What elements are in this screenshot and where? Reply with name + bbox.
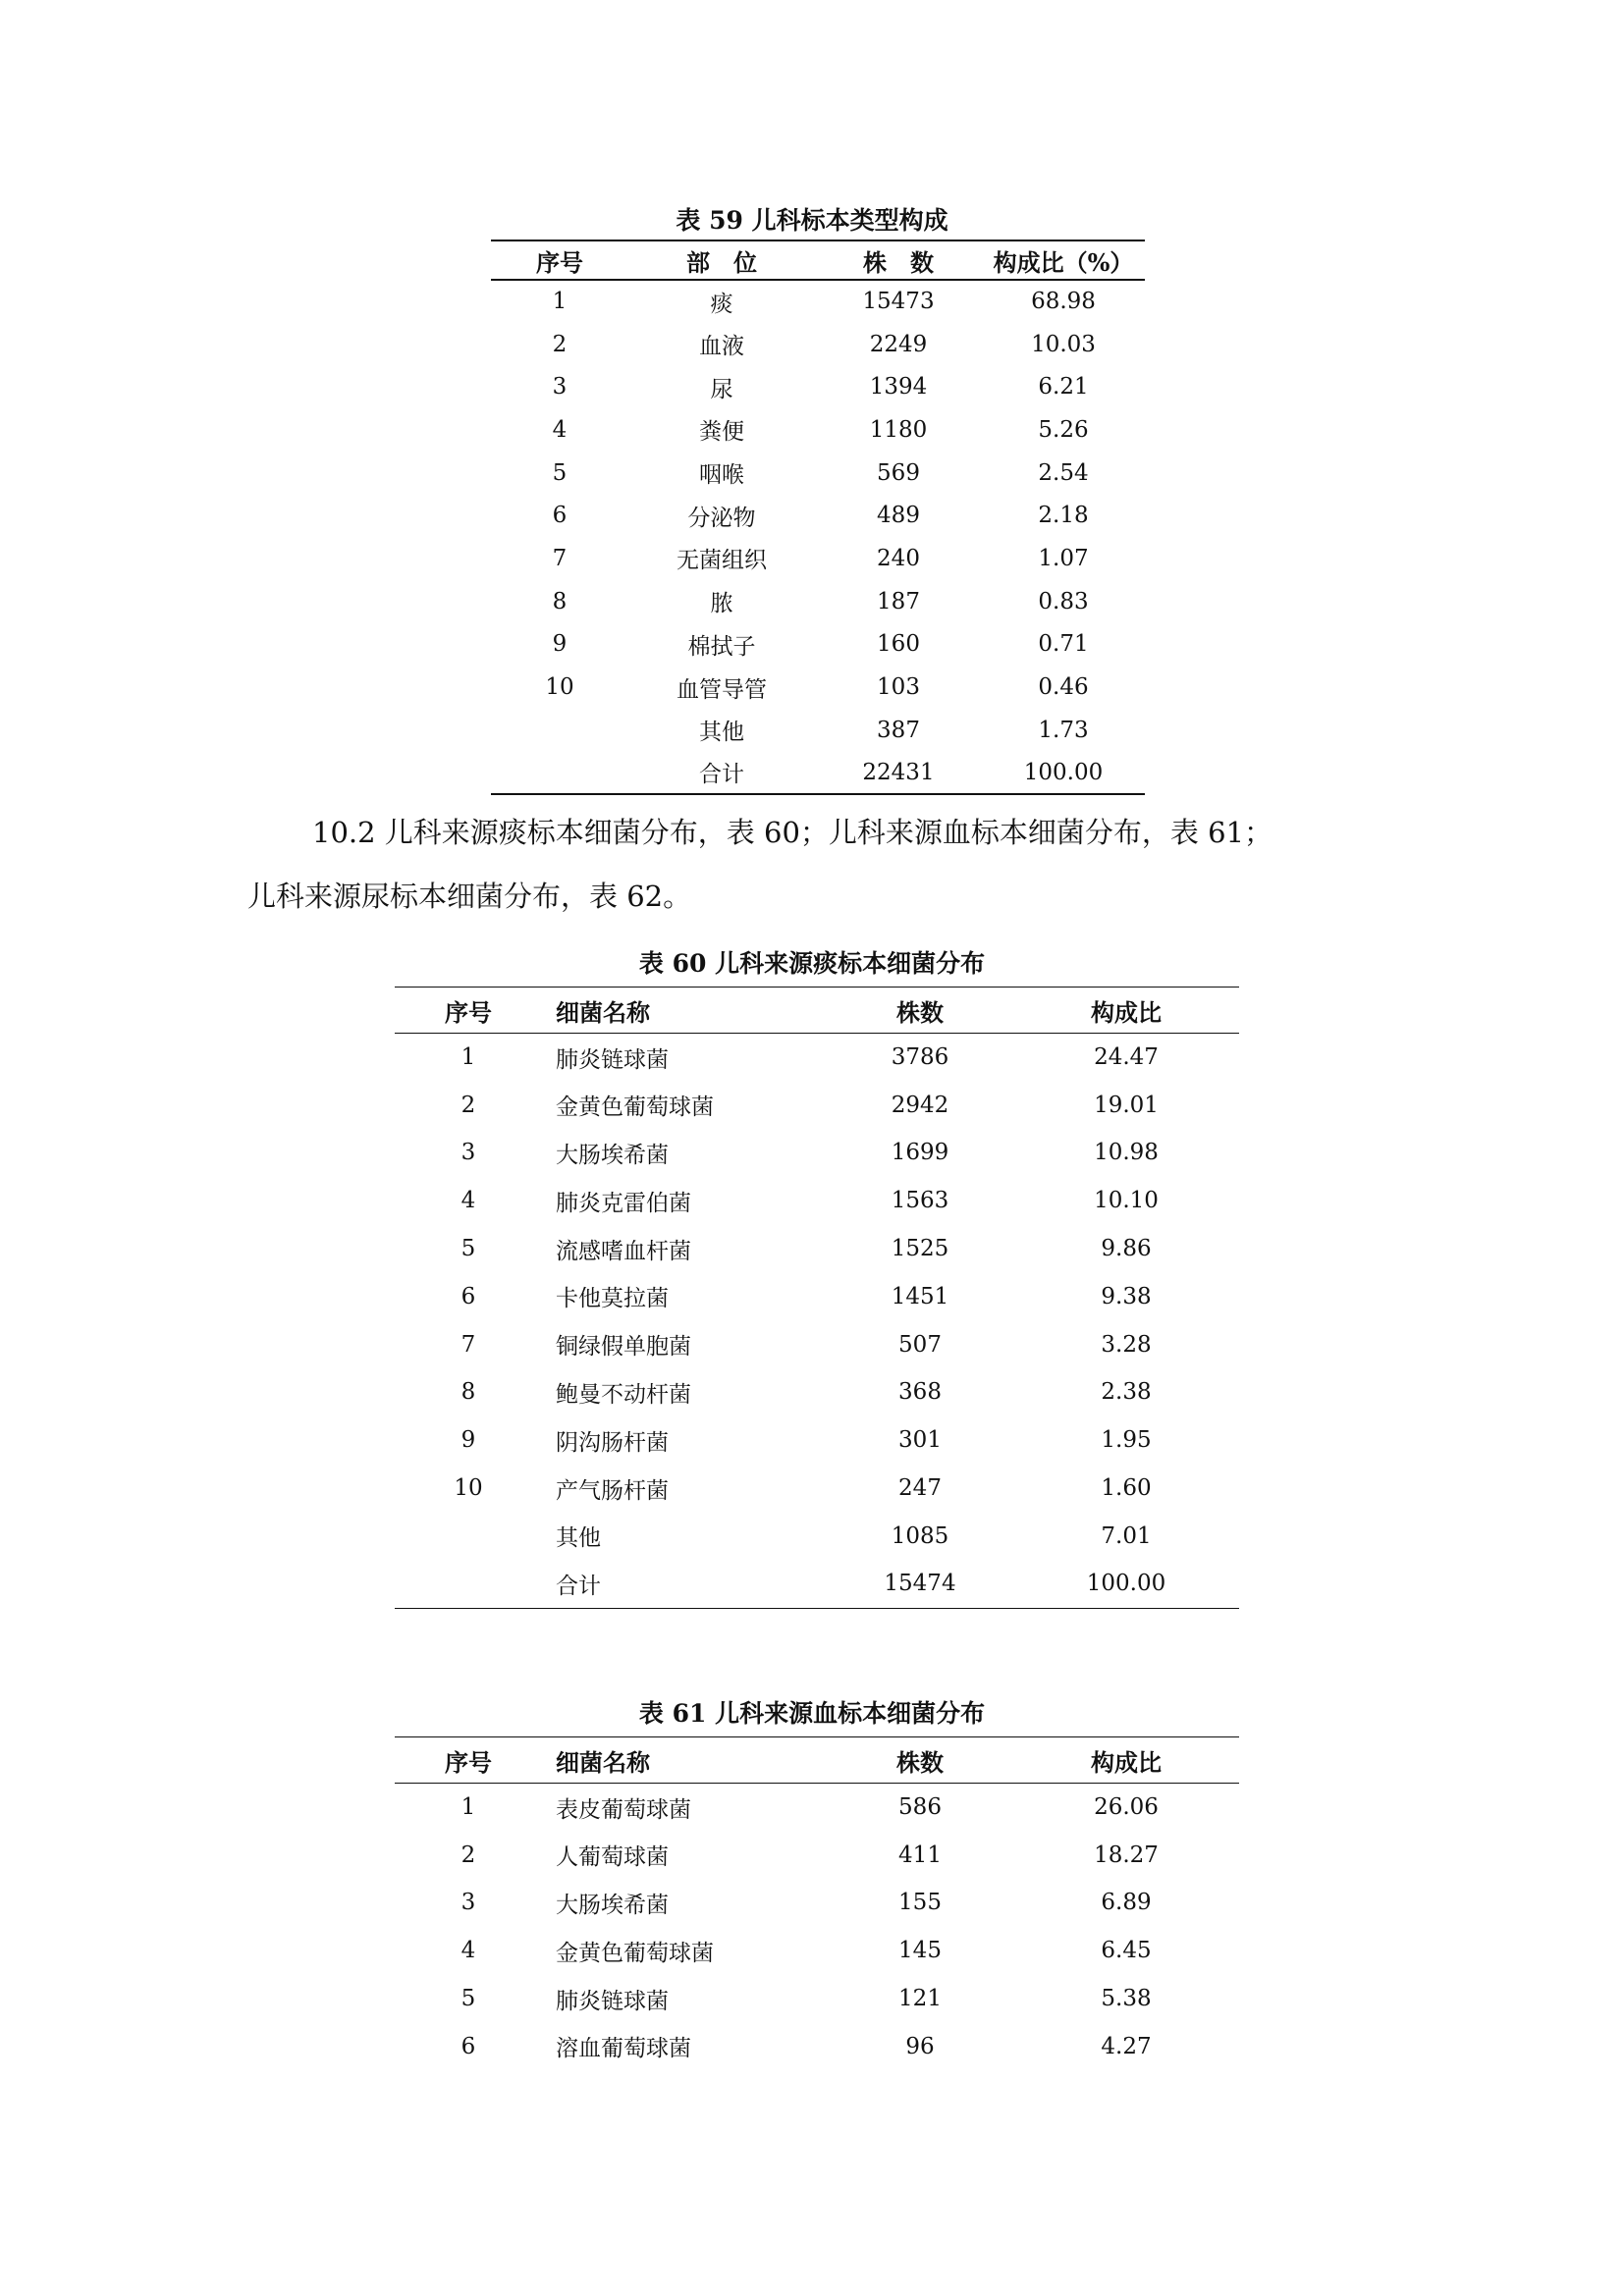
table61-header-row — [395, 1737, 1239, 1784]
table60-cell-index — [395, 1560, 542, 1608]
table60-cell-index: 7 — [460, 1331, 476, 1358]
table59-cell-count: 22431 — [862, 759, 935, 785]
table60-cell-name: 大肠埃希菌 — [556, 1142, 669, 1168]
table59-cell-index: 5 — [552, 459, 568, 486]
body-paragraph-line2: 儿科来源尿标本细菌分布，表 62。 — [247, 880, 692, 913]
table-row — [395, 1465, 1239, 1513]
table59-cell-name: 血管导管 — [677, 676, 767, 703]
table61-cell-ratio: 6.89 — [1101, 1890, 1152, 1916]
table60-cell-count: 1085 — [891, 1522, 949, 1549]
table60-cell-count: 247 — [898, 1475, 942, 1502]
table59-cell-index — [491, 752, 628, 795]
table59-cell-ratio: 2.18 — [1038, 503, 1089, 529]
table59-cell-index: 7 — [552, 545, 568, 571]
table59-cell-index: 8 — [552, 588, 568, 614]
table61-body — [395, 1784, 1239, 2071]
table59-cell-index: 2 — [552, 331, 568, 357]
table59-cell-name: 合计 — [699, 762, 744, 788]
table-row — [395, 1129, 1239, 1177]
table-row — [395, 1831, 1239, 1879]
table-row — [395, 1272, 1239, 1320]
table59-cell-name: 血液 — [699, 334, 744, 360]
table60-cell-count: 1525 — [891, 1236, 949, 1262]
table59-header-count: 株 数 — [863, 247, 934, 277]
table60-header-ratio: 构成比 — [1091, 997, 1162, 1027]
table59-cell-index: 6 — [552, 503, 568, 529]
table60-cell-ratio: 10.10 — [1094, 1188, 1159, 1214]
table60-cell-name: 肺炎链球菌 — [556, 1046, 669, 1073]
table59-cell-count: 1394 — [869, 374, 928, 400]
table60-cell-index: 8 — [460, 1379, 476, 1406]
table61-cell-count: 586 — [898, 1794, 942, 1821]
body-paragraph-line1: 10.2 儿科来源痰标本细菌分布，表 60；儿科来源血标本细菌分布，表 61； — [312, 816, 1273, 849]
table59-cell-count: 160 — [877, 631, 920, 658]
table60-cell-ratio: 10.98 — [1094, 1140, 1159, 1166]
table61-cell-index: 3 — [460, 1890, 476, 1916]
table59-cell-ratio: 1.07 — [1038, 545, 1089, 571]
table59-cell-ratio: 2.54 — [1038, 459, 1089, 486]
table-row — [395, 1560, 1239, 1608]
table60-cell-name: 其他 — [556, 1525, 601, 1552]
table60-cell-index: 1 — [460, 1044, 476, 1071]
table61-cell-count: 411 — [898, 1842, 942, 1868]
table-row — [491, 666, 1145, 709]
table60-cell-name: 产气肠杆菌 — [556, 1477, 669, 1504]
table60-cell-count: 368 — [898, 1379, 942, 1406]
table-row — [491, 408, 1145, 452]
table61-cell-ratio: 5.38 — [1101, 1986, 1152, 2012]
table-row — [395, 1416, 1239, 1465]
table-row — [395, 1081, 1239, 1129]
table60-cell-ratio: 3.28 — [1101, 1331, 1152, 1358]
table59-cell-count: 187 — [877, 588, 920, 614]
table59-cell-ratio: 5.26 — [1038, 416, 1089, 443]
table60-cell-ratio: 9.86 — [1101, 1236, 1152, 1262]
table59-cell-name: 棉拭子 — [687, 633, 756, 660]
table59-cell-ratio: 0.71 — [1038, 631, 1089, 658]
table60-cell-ratio: 19.01 — [1094, 1092, 1159, 1118]
table61-cell-name: 肺炎链球菌 — [556, 1988, 669, 2014]
table60-cell-index: 5 — [460, 1236, 476, 1262]
table61-cell-ratio: 4.27 — [1101, 2033, 1152, 2059]
table59-header-ratio: 构成比（%） — [993, 247, 1134, 277]
table59-cell-ratio: 6.21 — [1038, 374, 1089, 400]
table59-cell-name: 粪便 — [699, 419, 744, 446]
table59-cell-ratio: 10.03 — [1031, 331, 1096, 357]
table61-cell-name: 金黄色葡萄球菌 — [556, 1940, 714, 1966]
table-row — [395, 1034, 1239, 1082]
table59-cell-name: 其他 — [699, 720, 744, 746]
table60-cell-ratio: 100.00 — [1086, 1571, 1166, 1597]
table61-cell-count: 121 — [898, 1986, 942, 2012]
table59-cell-name: 分泌物 — [687, 505, 756, 531]
table59-cell-name: 咽喉 — [699, 462, 744, 489]
table59-header-index: 序号 — [536, 247, 583, 277]
table59-body — [491, 280, 1145, 794]
table59-cell-index: 3 — [552, 374, 568, 400]
table60-header-name: 细菌名称 — [556, 997, 650, 1027]
table60-cell-name: 合计 — [556, 1573, 601, 1599]
table60-cell-count: 1699 — [891, 1140, 949, 1166]
table59 — [491, 240, 1145, 795]
table61-cell-name: 表皮葡萄球菌 — [556, 1796, 691, 1823]
table-row — [395, 1784, 1239, 1832]
table61-cell-ratio: 18.27 — [1094, 1842, 1159, 1868]
table59-cell-index: 10 — [545, 674, 574, 701]
table59-cell-count: 15473 — [862, 289, 935, 315]
table60-cell-name: 肺炎克雷伯菌 — [556, 1190, 691, 1216]
table-row — [491, 280, 1145, 323]
table60-cell-ratio: 7.01 — [1101, 1522, 1152, 1549]
table-row — [491, 537, 1145, 580]
table59-cell-ratio: 68.98 — [1031, 289, 1096, 315]
table-row — [395, 1320, 1239, 1368]
table60-cell-index: 4 — [460, 1188, 476, 1214]
table-row — [491, 365, 1145, 408]
table-row — [395, 1879, 1239, 1927]
table60-cell-name: 流感嗜血杆菌 — [556, 1238, 691, 1264]
table61-cell-ratio: 26.06 — [1094, 1794, 1159, 1821]
table60-cell-name: 阴沟肠杆菌 — [556, 1429, 669, 1456]
table60-cell-count: 301 — [898, 1427, 942, 1454]
table59-cell-count: 103 — [877, 674, 920, 701]
table-row — [395, 1927, 1239, 1975]
table60-cell-count: 1563 — [891, 1188, 949, 1214]
table59-cell-index: 1 — [552, 289, 568, 315]
table60-cell-ratio: 1.95 — [1101, 1427, 1152, 1454]
table59-header-row — [491, 240, 1145, 280]
table59-cell-count: 489 — [877, 503, 920, 529]
table61-caption: 表 61 儿科来源血标本细菌分布 — [638, 1699, 986, 1728]
table61 — [395, 1736, 1239, 2070]
table59-cell-name: 无菌组织 — [677, 548, 767, 574]
table61-header-name: 细菌名称 — [556, 1747, 650, 1777]
table59-cell-ratio: 1.73 — [1038, 717, 1089, 743]
table59-cell-index: 4 — [552, 416, 568, 443]
table61-cell-index: 6 — [460, 2033, 476, 2059]
table60-cell-count: 3786 — [891, 1044, 949, 1071]
table59-caption: 表 59 儿科标本类型构成 — [676, 206, 948, 235]
table59-cell-name: 脓 — [710, 591, 733, 617]
table60-cell-ratio: 24.47 — [1094, 1044, 1159, 1071]
table59-cell-index: 9 — [552, 631, 568, 658]
table61-header-count: 株数 — [896, 1747, 944, 1777]
table59-cell-count: 569 — [877, 459, 920, 486]
table60-header-count: 株数 — [896, 997, 944, 1027]
table60-cell-ratio: 2.38 — [1101, 1379, 1152, 1406]
table61-cell-count: 155 — [898, 1890, 942, 1916]
table61-cell-index: 1 — [460, 1794, 476, 1821]
table60-cell-count: 507 — [898, 1331, 942, 1358]
table-row — [491, 752, 1145, 795]
table60-cell-count: 2942 — [891, 1092, 949, 1118]
table59-cell-count: 240 — [877, 545, 920, 571]
table61-header-index: 序号 — [445, 1747, 492, 1777]
table59-cell-count: 387 — [877, 717, 920, 743]
table59-cell-ratio: 100.00 — [1023, 759, 1104, 785]
table60-cell-ratio: 1.60 — [1101, 1475, 1152, 1502]
table60-caption: 表 60 儿科来源痰标本细菌分布 — [638, 949, 986, 978]
table-row — [395, 1975, 1239, 2023]
table61-cell-count: 145 — [898, 1938, 942, 1964]
table61-cell-index: 2 — [460, 1842, 476, 1868]
table61-cell-index: 4 — [460, 1938, 476, 1964]
table59-cell-name: 痰 — [710, 291, 733, 317]
table61-cell-ratio: 6.45 — [1101, 1938, 1152, 1964]
table-row — [491, 623, 1145, 667]
table-row — [395, 1177, 1239, 1225]
table60-cell-index: 6 — [460, 1283, 476, 1309]
table60-cell-count: 1451 — [891, 1283, 949, 1309]
table-row — [395, 2022, 1239, 2070]
table61-cell-name: 大肠埃希菌 — [556, 1892, 669, 1918]
table60-header-index: 序号 — [445, 997, 492, 1027]
table-row — [491, 580, 1145, 623]
table60-cell-index: 10 — [454, 1475, 483, 1502]
table60-cell-name: 铜绿假单胞菌 — [556, 1334, 691, 1361]
table59-cell-count: 1180 — [869, 416, 928, 443]
table60-cell-index: 2 — [460, 1092, 476, 1118]
table60-cell-index: 9 — [460, 1427, 476, 1454]
table60-cell-name: 金黄色葡萄球菌 — [556, 1095, 714, 1121]
table-row — [395, 1512, 1239, 1560]
table60-cell-index: 3 — [460, 1140, 476, 1166]
table-row — [491, 494, 1145, 537]
table60-cell-count: 15474 — [884, 1571, 956, 1597]
table-row — [491, 452, 1145, 495]
table-row — [491, 323, 1145, 366]
table61-header-ratio: 构成比 — [1091, 1747, 1162, 1777]
table60-cell-ratio: 9.38 — [1101, 1283, 1152, 1309]
table-row — [395, 1368, 1239, 1416]
table60-cell-index — [395, 1512, 542, 1560]
table61-cell-name: 人葡萄球菌 — [556, 1844, 669, 1871]
table-row — [491, 709, 1145, 752]
table59-cell-ratio: 0.46 — [1038, 674, 1089, 701]
table61-cell-index: 5 — [460, 1986, 476, 2012]
table59-cell-index — [491, 709, 628, 752]
table61-cell-count: 96 — [905, 2033, 935, 2059]
table-row — [395, 1225, 1239, 1273]
table59-cell-name: 尿 — [710, 376, 733, 402]
table59-header-site: 部 位 — [686, 247, 757, 277]
table60-body — [395, 1034, 1239, 1609]
table60 — [395, 987, 1239, 1609]
table60-cell-name: 鲍曼不动杆菌 — [556, 1381, 691, 1408]
table60-header-row — [395, 988, 1239, 1034]
table59-cell-ratio: 0.83 — [1038, 588, 1089, 614]
table61-cell-name: 溶血葡萄球菌 — [556, 2036, 691, 2062]
table60-cell-name: 卡他莫拉菌 — [556, 1286, 669, 1312]
table59-cell-count: 2249 — [869, 331, 928, 357]
